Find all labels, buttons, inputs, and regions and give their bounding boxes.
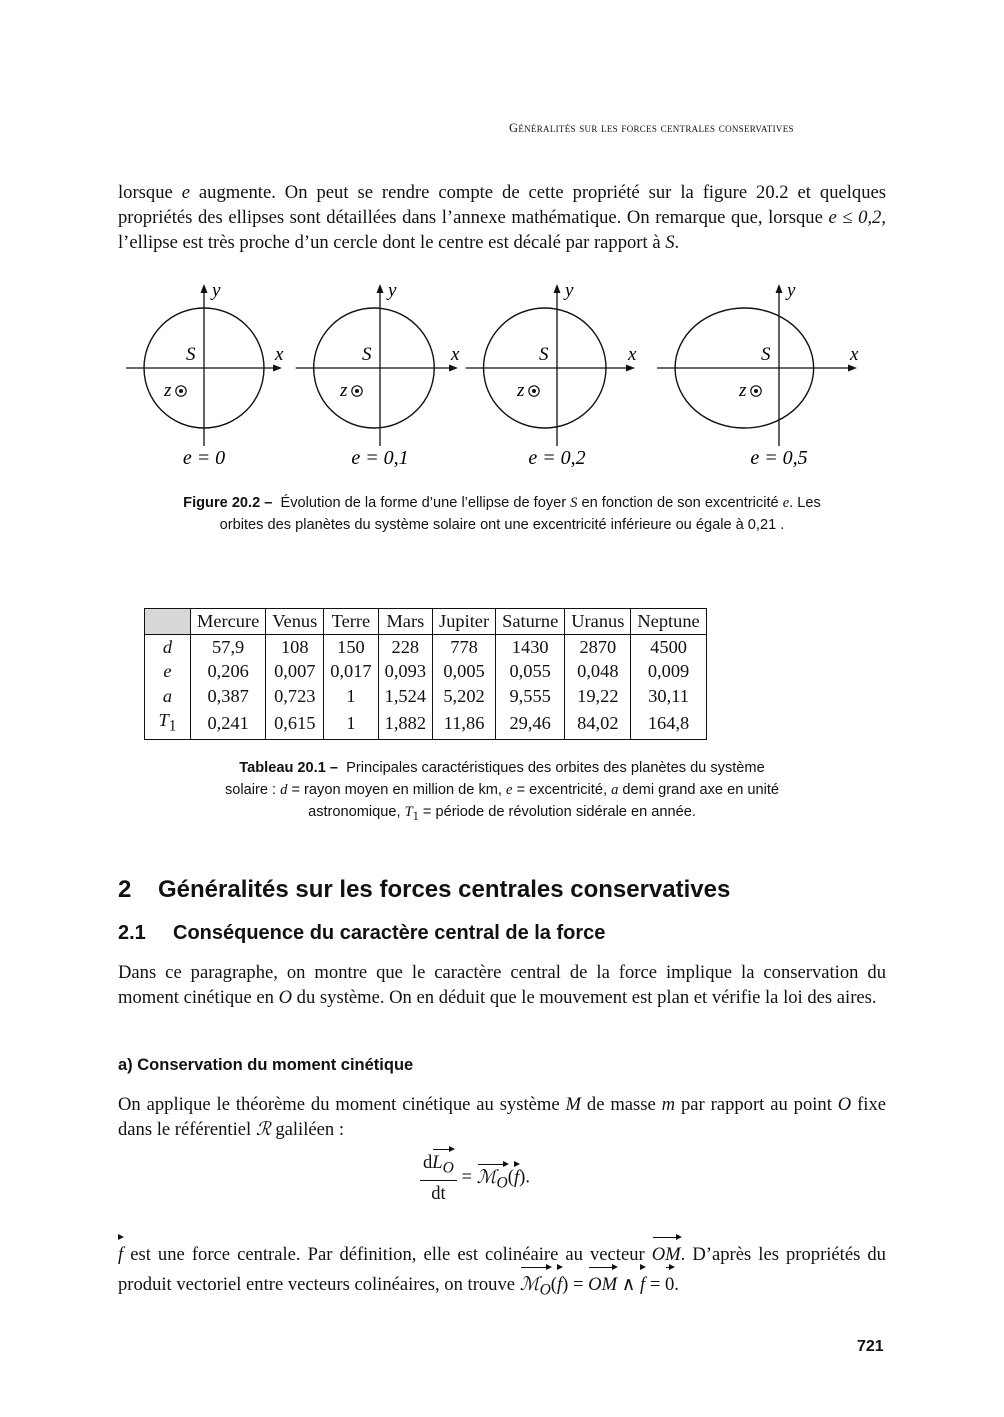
ellipse-figure: [0, 270, 1004, 480]
x-axis-label: x: [275, 344, 284, 365]
vector-zero: 0: [665, 1270, 674, 1300]
table-cell: 57,9: [191, 634, 266, 659]
table-cell: 0,005: [433, 659, 496, 684]
x-axis-label: x: [850, 344, 859, 365]
focus-label: S: [362, 344, 372, 365]
column-header: Saturne: [496, 609, 565, 635]
y-axis-arrow-icon: [554, 284, 561, 293]
x-axis-arrow-icon: [626, 365, 635, 372]
y-axis-arrow-icon: [201, 284, 208, 293]
column-header: Venus: [266, 609, 324, 635]
table-cell: 29,46: [496, 708, 565, 739]
table-cell: 19,22: [565, 684, 631, 709]
table-cell: 228: [378, 634, 432, 659]
z-axis-label: z: [739, 380, 747, 401]
table-cell: 150: [324, 634, 378, 659]
vector-L: $L_O$: [432, 1152, 454, 1177]
table-cell: 4500: [631, 634, 706, 659]
table-cell: 1: [324, 684, 378, 709]
row-label: e: [145, 659, 191, 684]
column-header: Mars: [378, 609, 432, 635]
y-axis-label: y: [565, 280, 574, 301]
column-header: Neptune: [631, 609, 706, 635]
vector-OM: OM: [588, 1270, 617, 1300]
table-caption: Tableau 20.1 – Principales caractéristiques des orbites des planètes du système solaire : d = rayon moyen en million de km, e = excentricité, a demi grand axe en unité astronomique, $T_1$ = période de révolution sidérale en année.: [224, 760, 780, 823]
focus-label: S: [186, 344, 196, 365]
table-cell: 0,048: [565, 659, 631, 684]
focus-label: S: [539, 344, 549, 365]
subsubsection-heading: a) Conservation du moment cinétique: [118, 1056, 414, 1074]
intro-paragraph: lorsque e augmente. On peut se rendre compte de cette propriété sur la figure 20.2 et quelques propriétés des ellipses sont détaillées dans l’annexe mathématique. On remarque que, lorsque e ≤ 0,2, l’ellipse est très proche d’un cercle dont le centre est décalé par rapport à S.: [118, 182, 887, 253]
angular-momentum-equation: $\frac{dL_O}{dt}$ = ℳ$_O$(f).: [420, 1152, 530, 1205]
x-axis-arrow-icon: [449, 365, 458, 372]
table-cell: 0,017: [324, 659, 378, 684]
x-axis-label: x: [628, 344, 637, 365]
paragraph-colinear: f est une force centrale. Par définition, elle est colinéaire au vecteur OM. D’après les propriétés du produit vectoriel entre vecteurs colinéaires, on trouve ℳ$_O$(f) = OM ∧ f = 0.: [118, 1240, 886, 1306]
table-row: [145, 684, 707, 709]
table-cell: 1430: [496, 634, 565, 659]
table-cell: 0,615: [266, 708, 324, 739]
ellipse-panel: [126, 280, 284, 469]
x-axis-arrow-icon: [273, 365, 282, 372]
z-dot-icon: [754, 389, 758, 393]
table-row: [145, 634, 707, 659]
table-cell: 30,11: [631, 684, 706, 709]
row-label: $T_1$: [145, 708, 191, 739]
page-number: 721: [857, 1338, 884, 1355]
table-row: [145, 659, 707, 684]
vector-f: f: [118, 1240, 123, 1270]
figure-caption: Figure 20.2 – Évolution de la forme d’une l’ellipse de foyer S en fonction de son excentricité e. Les orbites des planètes du système solaire ont une excentricité inférieure ou égale à 0,21 .: [183, 495, 821, 533]
table-cell: 11,86: [433, 708, 496, 739]
table-cell: 778: [433, 634, 496, 659]
table-cell: 0,241: [191, 708, 266, 739]
ellipse-panel: [466, 280, 637, 469]
eccentricity-label: e = 0,2: [528, 447, 586, 469]
subsection-heading: 2.1 Conséquence du caractère central de la force: [118, 922, 606, 944]
table-cell: 1,524: [378, 684, 432, 709]
focus-label: S: [761, 344, 771, 365]
table-cell: 84,02: [565, 708, 631, 739]
y-axis-label: y: [787, 280, 796, 301]
section-heading: 2 Généralités sur les forces centrales conservatives: [118, 876, 731, 903]
z-dot-icon: [532, 389, 536, 393]
table-cell: 0,007: [266, 659, 324, 684]
table-corner-cell: [145, 609, 191, 635]
table-cell: 0,723: [266, 684, 324, 709]
vector-f: f: [640, 1270, 645, 1300]
table-cell: 164,8: [631, 708, 706, 739]
z-axis-label: z: [164, 380, 172, 401]
table-cell: 5,202: [433, 684, 496, 709]
y-axis-arrow-icon: [377, 284, 384, 293]
table-cell: 0,009: [631, 659, 706, 684]
z-dot-icon: [355, 389, 359, 393]
table-cell: 0,206: [191, 659, 266, 684]
paragraph-theorem: On applique le théorème du moment cinétique au système M de masse m par rapport au point O fixe dans le référentiel ℛ galiléen :: [118, 1094, 887, 1140]
vector-OM: OM: [652, 1240, 681, 1270]
table-cell: 0,093: [378, 659, 432, 684]
row-label: d: [145, 634, 191, 659]
y-axis-label: y: [388, 280, 397, 301]
table-cell: 0,055: [496, 659, 565, 684]
vector-moment: ℳ$_O$: [520, 1270, 551, 1306]
z-axis-label: z: [340, 380, 348, 401]
column-header: Uranus: [565, 609, 631, 635]
table-cell: 108: [266, 634, 324, 659]
vector-moment: ℳ$_O$: [476, 1166, 508, 1192]
running-head: Généralités sur les forces centrales conservatives: [509, 121, 794, 135]
table-cell: 1: [324, 708, 378, 739]
eccentricity-label: e = 0,1: [351, 447, 409, 469]
eccentricity-label: e = 0,5: [750, 447, 808, 469]
table-row: [145, 708, 707, 739]
row-label: a: [145, 684, 191, 709]
column-header: Terre: [324, 609, 378, 635]
z-axis-label: z: [517, 380, 525, 401]
ellipse-panel: [657, 280, 859, 469]
vector-f: f: [513, 1166, 520, 1188]
table-cell: 1,882: [378, 708, 432, 739]
table-cell: 0,387: [191, 684, 266, 709]
column-header: Mercure: [191, 609, 266, 635]
table-cell: 2870: [565, 634, 631, 659]
vector-f: f: [557, 1270, 562, 1300]
paragraph-central-force: Dans ce paragraphe, on montre que le caractère central de la force implique la conservation du moment cinétique en O du système. On en déduit que le mouvement est plan et vérifie la loi des aires.: [118, 962, 886, 1008]
eccentricity-label: e = 0: [182, 447, 226, 469]
planets-table: [144, 608, 707, 740]
column-header: Jupiter: [433, 609, 496, 635]
x-axis-arrow-icon: [848, 365, 857, 372]
z-dot-icon: [179, 389, 183, 393]
ellipse-panel: [296, 280, 460, 469]
y-axis-label: y: [212, 280, 221, 301]
table-cell: 9,555: [496, 684, 565, 709]
x-axis-label: x: [451, 344, 460, 365]
y-axis-arrow-icon: [776, 284, 783, 293]
